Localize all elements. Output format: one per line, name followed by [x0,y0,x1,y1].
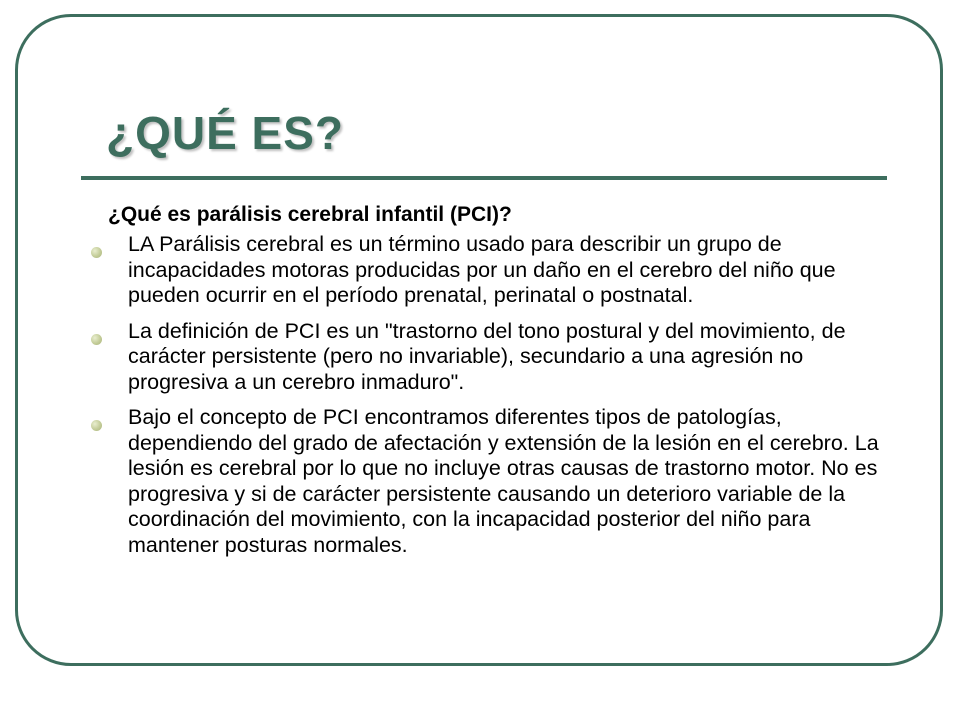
bullet-list [91,232,881,568]
slide-title: ¿QUÉ ES? [106,107,345,159]
bullet-text: LA Parálisis cerebral es un término usado para describir un grupo de incapacidades motoras producidas por un daño en el cerebro del niño que pueden ocurrir en el período prenatal, perinatal o postnatal. [128,232,836,307]
bullet-item [91,232,881,309]
bullet-item [91,405,881,558]
bullet-dot-icon [91,334,102,345]
bullet-text: Bajo el concepto de PCI encontramos diferentes tipos de patologías, dependiendo del grado de afectación y extensión de la lesión en el cerebro. La lesión es cerebral por lo que no incluye otras causas de trastorno motor. No es progresiva y si de carácter persistente causando un deterioro variable de la coordinación del movimiento, con la incapacidad posterior del niño para mantener posturas normales. [128,405,879,557]
bullet-text: La definición de PCI es un "trastorno del tono postural y del movimiento, de carácter persistente (pero no invariable), secundario a una agresión no progresiva a un cerebro inmaduro". [128,318,846,394]
title-divider [81,176,887,180]
bullet-item [91,319,881,396]
bullet-dot-icon [91,420,102,431]
bullet-dot-icon [91,247,102,258]
slide-subtitle: ¿Qué es parálisis cerebral infantil (PCI)? [108,203,512,226]
